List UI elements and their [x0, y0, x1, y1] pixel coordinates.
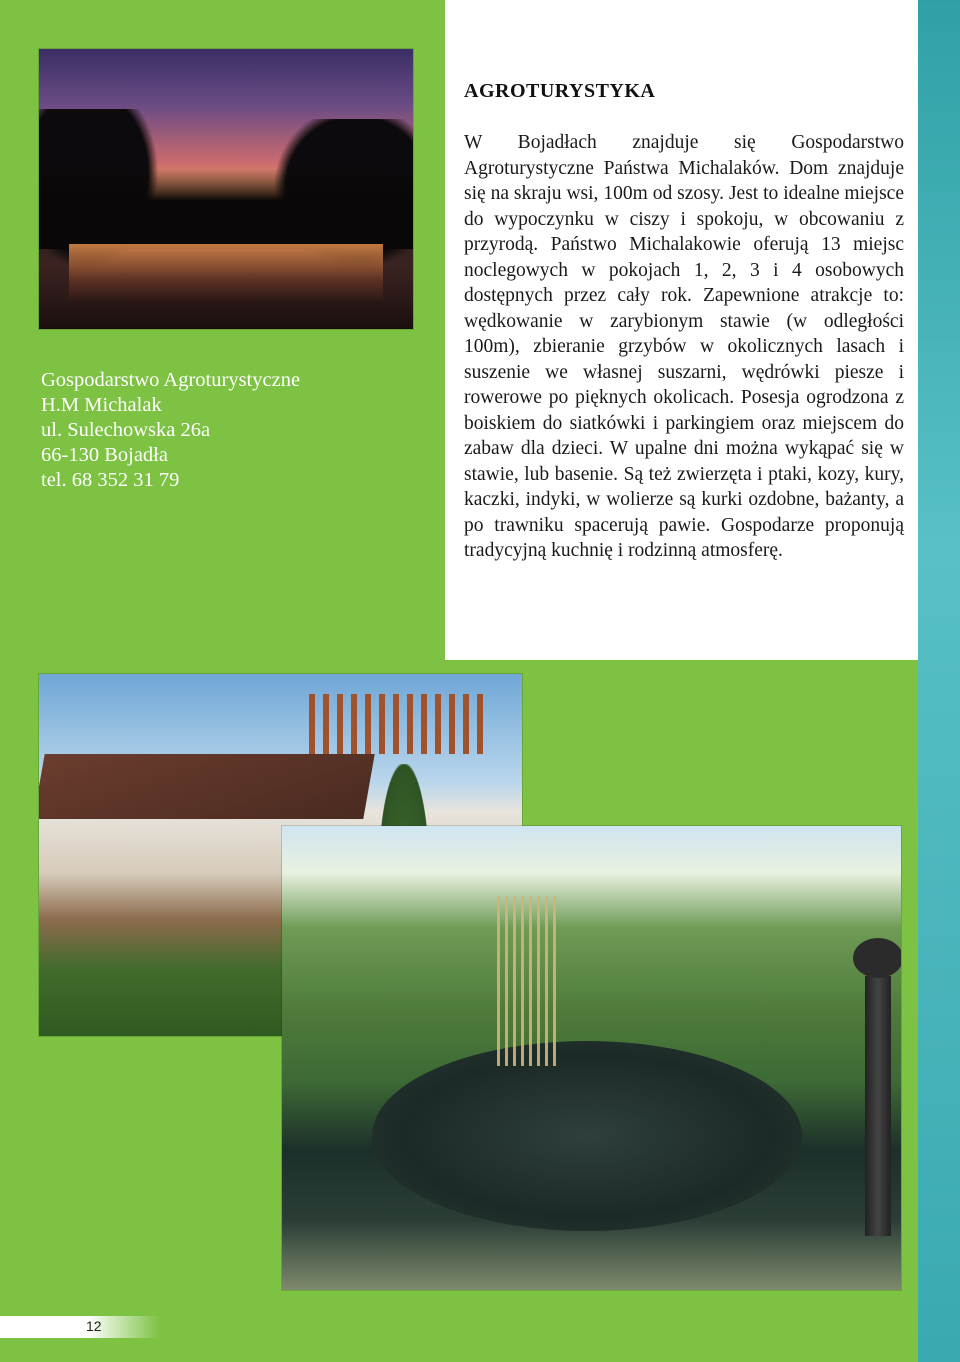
- page-number: 12: [86, 1318, 102, 1334]
- photo-pond-water: [372, 1041, 802, 1231]
- teal-edge-strip: [918, 0, 960, 1362]
- photo-treeline: [39, 169, 413, 249]
- contact-farm-name: Gospodarstwo Agroturystyczne: [41, 369, 301, 391]
- photo-gazebo-roof: [39, 754, 375, 819]
- sunset-pond-photo: [39, 49, 413, 329]
- contact-postal-city: 66-130 Bojadła: [41, 444, 168, 466]
- contact-street: ul. Sulechowska 26a: [41, 419, 211, 441]
- photo-reeds: [497, 896, 557, 1066]
- photo-water-reflection: [69, 244, 383, 304]
- contact-owner-name: H.M Michalak: [41, 394, 162, 416]
- garden-pond-photo: [282, 826, 901, 1290]
- photo-balcony: [309, 694, 489, 754]
- description-paragraph: W Bojadłach znajduje się Gospodarstwo Agroturystyczne Państwa Michalaków. Dom znajduje się na skraju wsi, 100m od szosy. Jest to idealne miejsce do wypoczynku w ciszy i spokoju, w obcowaniu z przyrodą. Państwo Michalakowie oferują 13 miejsc noclegowych w pokojach 1, 2, 3 i 4 osobowych dostępnych przez cały rok. Zapewnione atrakcje to: wędkowanie w zarybionym stawie (w odległości 100m), zbieranie grzybów w okolicznych lasach i suszenie we własnej suszarni, wędrówki piesze i rowerowe po pięknych okolicach. Posesja ogrodzona z boiskiem do siatkówki i parkingiem oraz miejscem do zabaw dla dzieci. W upalne dni można wykąpać się w stawie, lub basenie. Są też zwierzęta i ptaki, kozy, kury, kaczki, indyki, w wolierze są kurki ozdobne, bażanty, a po trawniku spacerują pawie. Gospodarze proponują tradycyjną kuchnię i rodzinną atmosferę.: [464, 132, 904, 561]
- photo-garden-lamp: [865, 976, 891, 1236]
- contact-block: [41, 368, 411, 493]
- contact-phone: tel. 68 352 31 79: [41, 469, 180, 491]
- page-number-bar: [0, 1316, 160, 1338]
- section-heading: AGROTURYSTYKA: [464, 80, 656, 102]
